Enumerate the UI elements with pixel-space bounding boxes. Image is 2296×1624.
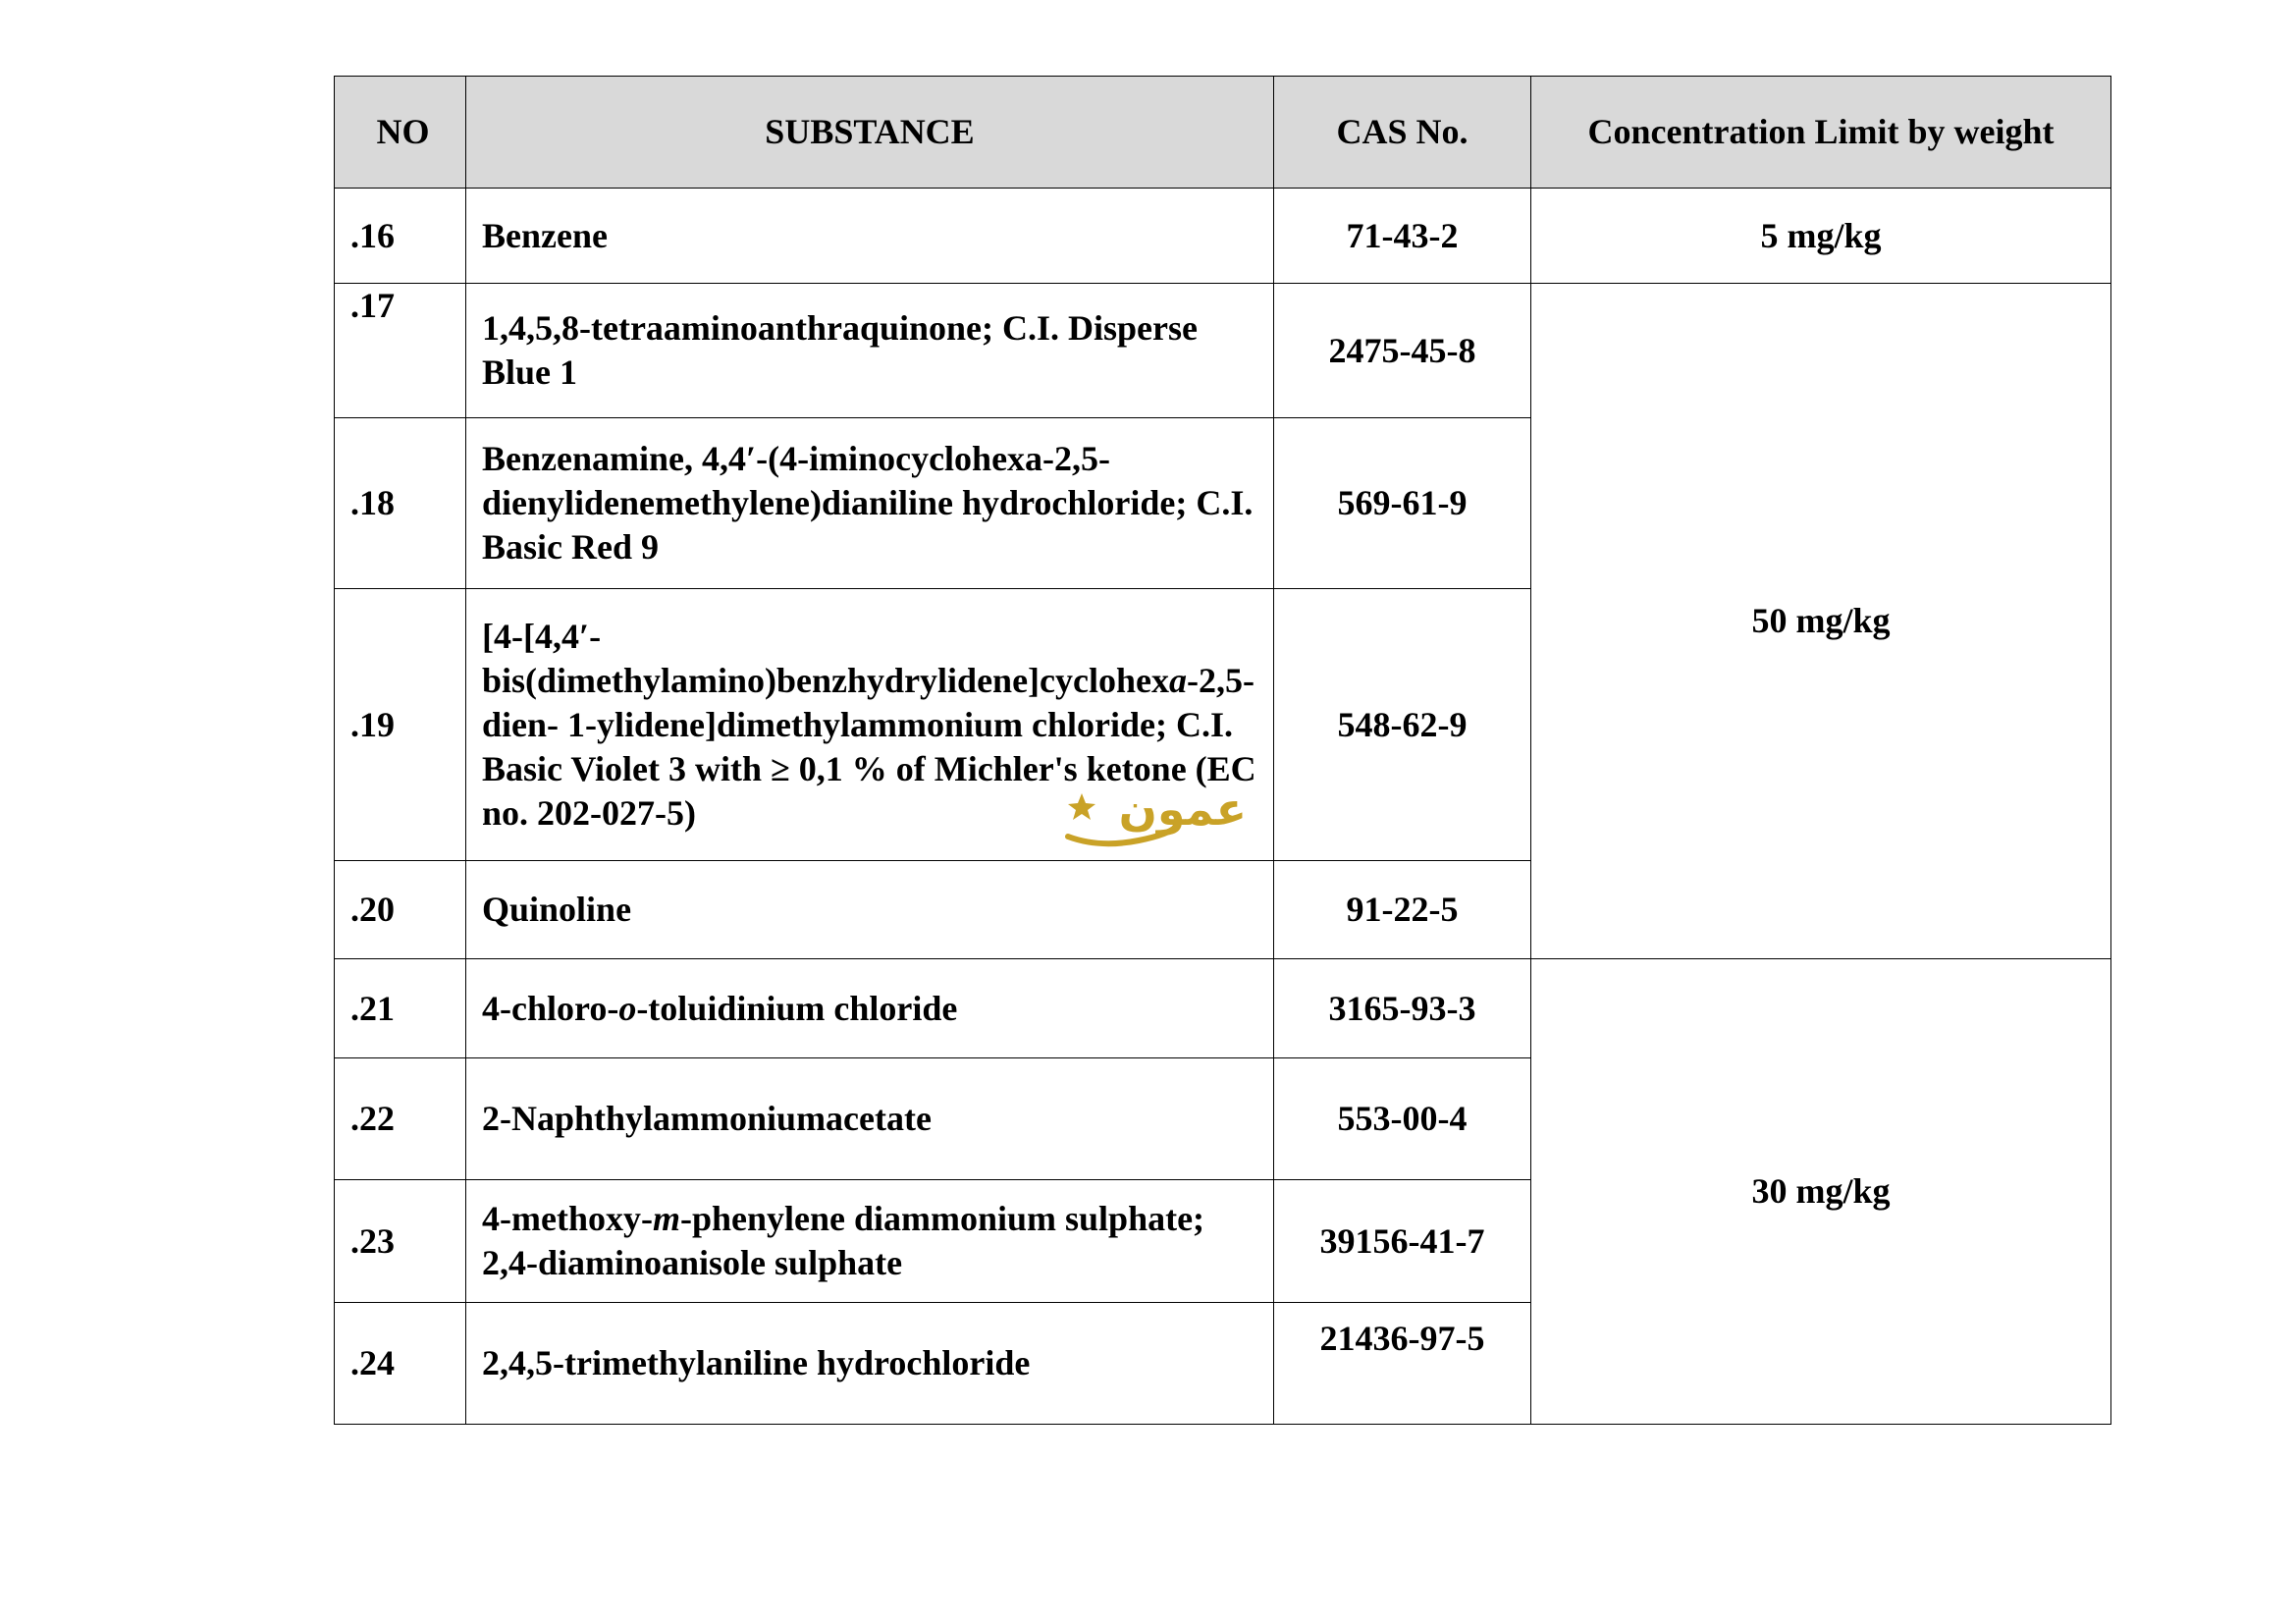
substance-name: [4-[4,4′-bis(dimethylamino)benzhydrylidene]cyclohexa-2,5-dien- 1-ylidene]dimethylammonium chloride; C.I. Basic Violet 3 with ≥ 0,1 % of Michler's ketone (EC no. 202-027-5): [466, 589, 1274, 861]
cas-number: 3165-93-3: [1274, 959, 1531, 1058]
row-number: .19: [335, 589, 466, 861]
header-cas: CAS No.: [1274, 77, 1531, 189]
concentration-limit: 50 mg/kg: [1531, 284, 2111, 959]
cas-number: 548-62-9: [1274, 589, 1531, 861]
cas-number: 553-00-4: [1274, 1058, 1531, 1180]
table-row: [335, 284, 2111, 418]
concentration-limit: 30 mg/kg: [1531, 959, 2111, 1425]
row-number: .18: [335, 418, 466, 589]
watermark-logo: [1060, 776, 1256, 854]
cas-number: 569-61-9: [1274, 418, 1531, 589]
substance-name: Quinoline: [466, 861, 1274, 959]
row-number: .22: [335, 1058, 466, 1180]
substance-name: 4-chloro-o-toluidinium chloride: [466, 959, 1274, 1058]
header-no: NO: [335, 77, 466, 189]
table-row: [335, 189, 2111, 284]
watermark-text: عمون: [1118, 783, 1247, 836]
substance-name: Benzene: [466, 189, 1274, 284]
substance-name: 1,4,5,8-tetraaminoanthraquinone; C.I. Disperse Blue 1: [466, 284, 1274, 418]
row-number: .20: [335, 861, 466, 959]
header-concentration: Concentration Limit by weight: [1531, 77, 2111, 189]
row-number: .21: [335, 959, 466, 1058]
table-row: [335, 959, 2111, 1058]
substance-table: [334, 76, 2111, 1425]
substance-name: 4-methoxy-m-phenylene diammonium sulphate; 2,4-diaminoanisole sulphate: [466, 1180, 1274, 1303]
cas-number: 39156-41-7: [1274, 1180, 1531, 1303]
cas-number: 21436-97-5: [1274, 1303, 1531, 1425]
concentration-limit: 5 mg/kg: [1531, 189, 2111, 284]
cas-number: 71-43-2: [1274, 189, 1531, 284]
substance-name: Benzenamine, 4,4′-(4-iminocyclohexa-2,5-dienylidenemethylene)dianiline hydrochloride; C.I. Basic Red 9: [466, 418, 1274, 589]
row-number: .17: [335, 284, 466, 418]
table-header-row: [335, 77, 2111, 189]
cas-number: 2475-45-8: [1274, 284, 1531, 418]
substance-name: 2,4,5-trimethylaniline hydrochloride: [466, 1303, 1274, 1425]
substance-name: 2-Naphthylammoniumacetate: [466, 1058, 1274, 1180]
row-number: .24: [335, 1303, 466, 1425]
header-substance: SUBSTANCE: [466, 77, 1274, 189]
row-number: .23: [335, 1180, 466, 1303]
row-number: .16: [335, 189, 466, 284]
cas-number: 91-22-5: [1274, 861, 1531, 959]
